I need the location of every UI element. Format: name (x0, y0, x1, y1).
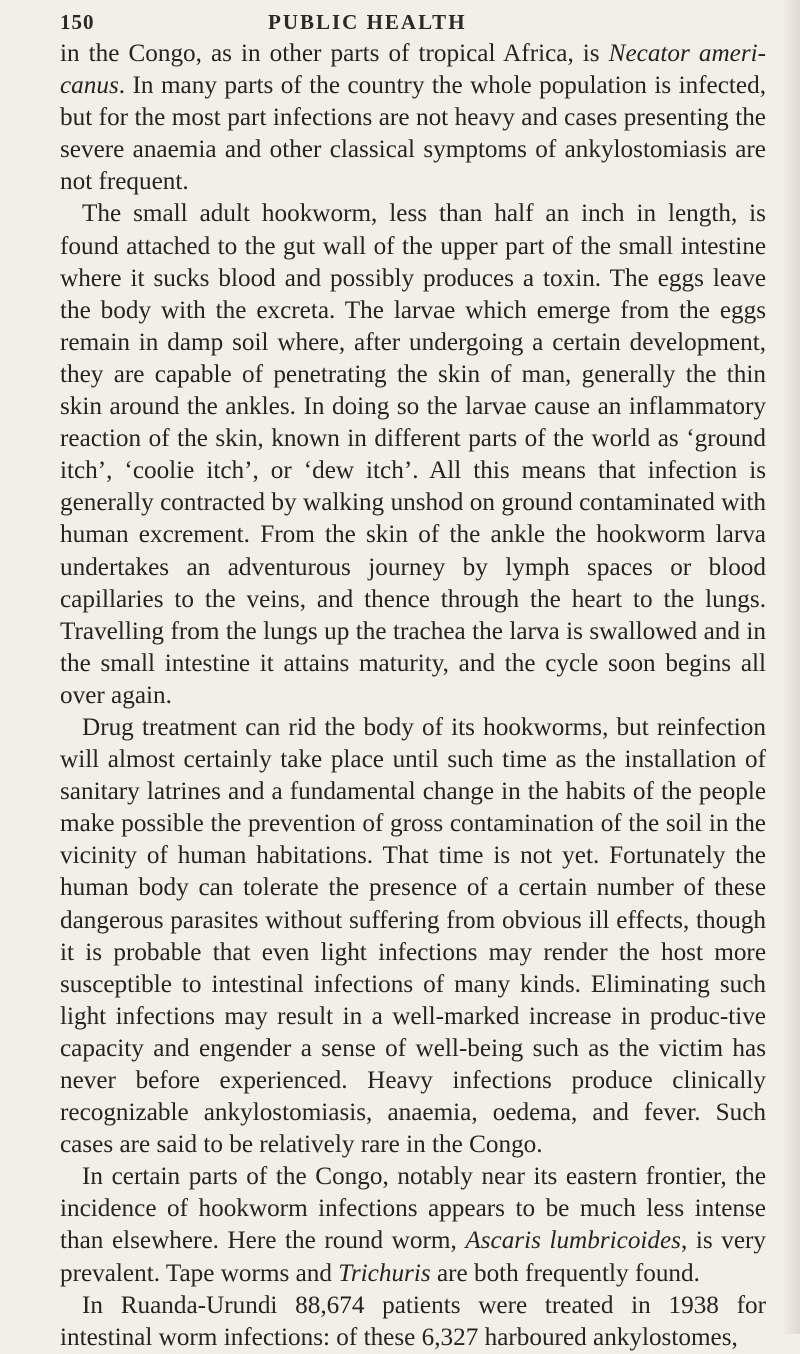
paragraph-eastern-frontier (60, 1161, 766, 1289)
running-head (60, 8, 766, 38)
body-text (60, 38, 766, 1354)
species-name-necator: Necator ameri-canus (60, 40, 767, 100)
running-title: PUBLIC HEALTH (268, 10, 467, 34)
page-number: 150 (60, 10, 95, 34)
text-segment: In certain parts of the Congo, notably near its eastern frontier, the incidence of hookworm infections appears to be much less intense than elsewhere. Here the round worm, (60, 1163, 766, 1255)
page-edge-shadow (782, 0, 800, 1334)
paragraph-drug-treatment: Drug treatment can rid the body of its hookworms, but reinfection will almost certainly take place until such time as the installation of sanitary latrines and a fundamental change in the habits of the people make possible the prevention of gross contamination of the soil in the vicinity of human habitations. That time is not yet. Fortunately the human body can tolerate the presence of a certain number of these dangerous parasites without suffering from obvious ill effects, though it is probable that even light infections may render the host more susceptible to intestinal infections of many kinds. Eliminating such light infections may result in a well-marked increase in produc-tive capacity and engender a sense of well-being such as the victim has never before experienced. Heavy infections produce clinically recognizable ankylostomiasis, anaemia, oedema, and fever. Such cases are said to be relatively rare in the Congo. (60, 713, 766, 1159)
paragraph-hookworm-species (60, 38, 766, 198)
text-segment: . In many parts of the country the whole population is infected, but for the most part infections are not heavy and cases presenting the severe anaemia and other classical symptoms of ankylostomiasis are not frequent. (60, 72, 766, 196)
paragraph-hookworm-lifecycle: The small adult hookworm, less than half an inch in length, is found attached to the gut wall of the upper part of the small intestine where it sucks blood and possibly produces a toxin. The eggs leave the body with the excreta. The larvae which emerge from the eggs remain in damp soil where, after undergoing a certain development, they are capable of penetrating the skin of man, generally the thin skin around the ankles. In doing so the larvae cause an inflammatory reaction of the skin, known in different parts of the world as ‘ground itch’, ‘coolie itch’, or ‘dew itch’. All this means that infection is generally contracted by walking unshod on ground contaminated with human excrement. From the skin of the ankle the hookworm larva undertakes an adventurous journey by lymph spaces or blood capillaries to the veins, and thence through the heart to the lungs. Travelling from the lungs up the trachea the larva is swallowed and in the small intestine it attains maturity, and the cycle soon begins all over again. (60, 200, 766, 709)
text-segment: are both frequently found. (430, 1259, 700, 1287)
text-segment: , is very prevalent. Tape worms and (60, 1227, 766, 1287)
species-name-ascaris: Ascaris lumbricoides (465, 1227, 681, 1255)
text-segment: in the Congo, as in other parts of tropical Africa, is (60, 40, 609, 67)
species-name-trichuris: Trichuris (338, 1259, 431, 1287)
paragraph-ruanda-urundi: In Ruanda-Urundi 88,674 patients were treated in 1938 for intestinal worm infections: of these 6,327 harboured ankylostomes, (60, 1291, 766, 1351)
